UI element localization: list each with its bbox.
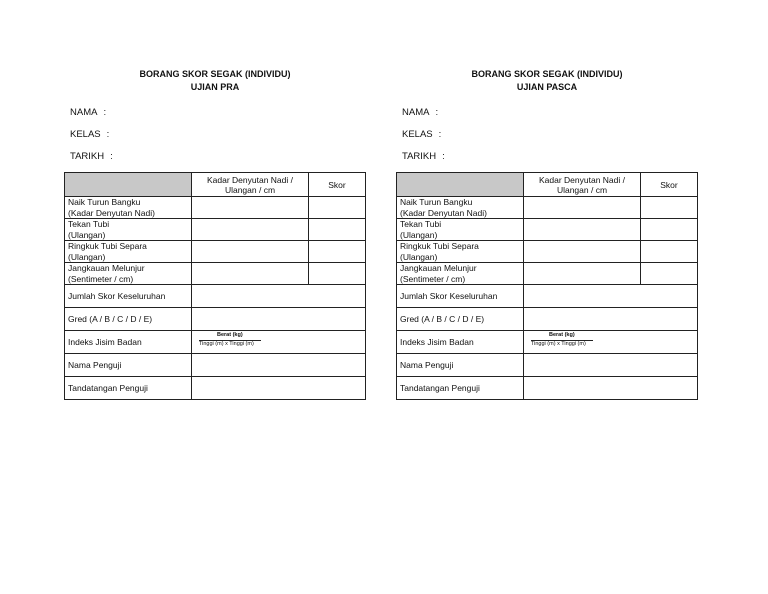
kelas-colon: : [438, 129, 442, 140]
tarikh-field[interactable] [64, 146, 366, 168]
header-blank-cell [65, 173, 192, 197]
form-ujian-pra [64, 68, 366, 400]
nama-penguji-input-cell[interactable] [192, 354, 366, 377]
nama-penguji-row [65, 354, 366, 377]
indeks-row [65, 331, 366, 354]
item-line1: Tekan Tubi [68, 219, 110, 229]
kelas-field[interactable] [396, 124, 698, 146]
skor-input-cell[interactable] [641, 241, 698, 263]
tarikh-colon: : [442, 151, 445, 162]
gred-label: Gred (A / B / C / D / E) [65, 308, 192, 331]
item-line1: Naik Turun Bangku [68, 197, 141, 207]
nama-label: NAMA [70, 107, 98, 118]
kadar-input-cell[interactable] [192, 241, 309, 263]
nama-penguji-label: Nama Penguji [397, 354, 524, 377]
bmi-numerator: Berat (kg) [217, 332, 243, 338]
indeks-input-cell[interactable] [524, 331, 698, 354]
gred-input-cell[interactable] [524, 308, 698, 331]
header-kadar: Kadar Denyutan Nadi / Ulangan / cm [192, 173, 309, 197]
form-title: BORANG SKOR SEGAK (INDIVIDU) [471, 69, 623, 79]
header-skor: Skor [309, 173, 366, 197]
nama-label: NAMA [402, 107, 430, 118]
nama-colon: : [435, 107, 439, 118]
bmi-denominator: Tinggi (m) x Tinggi (m) [199, 341, 254, 347]
item-line2: (Ulangan) [68, 229, 106, 240]
kadar-input-cell[interactable] [192, 219, 309, 241]
table-header-row [65, 173, 366, 197]
kadar-input-cell[interactable] [192, 263, 309, 285]
header-kadar: Kadar Denyutan Nadi / Ulangan / cm [524, 173, 641, 197]
table-row [65, 241, 366, 263]
item-line2: (Ulangan) [400, 229, 438, 240]
nama-colon: : [103, 107, 107, 118]
form-subtitle: UJIAN PASCA [516, 82, 578, 92]
table-row [65, 219, 366, 241]
kelas-label: KELAS [402, 129, 433, 140]
nama-penguji-input-cell[interactable] [524, 354, 698, 377]
item-line1: Ringkuk Tubi Separa [400, 241, 479, 251]
kelas-colon: : [106, 129, 110, 140]
header-skor: Skor [641, 173, 698, 197]
item-line2: (Ulangan) [400, 251, 438, 262]
form-title: BORANG SKOR SEGAK (INDIVIDU) [139, 69, 291, 79]
tarikh-colon: : [110, 151, 113, 162]
item-label [397, 263, 524, 285]
gred-label: Gred (A / B / C / D / E) [397, 308, 524, 331]
bmi-formula [195, 332, 362, 352]
skor-input-cell[interactable] [309, 197, 366, 219]
skor-input-cell[interactable] [641, 197, 698, 219]
nama-field[interactable] [64, 102, 366, 124]
item-label [397, 241, 524, 263]
score-table [64, 172, 366, 400]
indeks-label: Indeks Jisim Badan [65, 331, 192, 354]
item-line2: (Kadar Denyutan Nadi) [400, 207, 487, 218]
tandatangan-row [397, 377, 698, 400]
table-row [65, 197, 366, 219]
table-row [65, 263, 366, 285]
skor-input-cell[interactable] [641, 219, 698, 241]
jumlah-input-cell[interactable] [192, 285, 366, 308]
item-line1: Jangkauan Melunjur [68, 263, 145, 273]
gred-row [65, 308, 366, 331]
nama-penguji-row [397, 354, 698, 377]
item-line2: (Sentimeter / cm) [68, 273, 134, 284]
table-row [397, 263, 698, 285]
form-subtitle: UJIAN PRA [190, 82, 240, 92]
item-label [397, 197, 524, 219]
skor-input-cell[interactable] [309, 263, 366, 285]
tandatangan-row [65, 377, 366, 400]
kadar-input-cell[interactable] [524, 219, 641, 241]
jumlah-input-cell[interactable] [524, 285, 698, 308]
tarikh-label: TARIKH [70, 151, 105, 162]
item-line2: (Ulangan) [68, 251, 106, 262]
kadar-input-cell[interactable] [524, 263, 641, 285]
tarikh-field[interactable] [396, 146, 698, 168]
indeks-label: Indeks Jisim Badan [397, 331, 524, 354]
header-blank-cell [397, 173, 524, 197]
item-line1: Ringkuk Tubi Separa [68, 241, 147, 251]
kadar-input-cell[interactable] [524, 197, 641, 219]
item-label [65, 197, 192, 219]
table-row [397, 241, 698, 263]
kadar-input-cell[interactable] [524, 241, 641, 263]
gred-input-cell[interactable] [192, 308, 366, 331]
item-line2: (Kadar Denyutan Nadi) [68, 207, 155, 218]
kelas-field[interactable] [64, 124, 366, 146]
bmi-numerator: Berat (kg) [549, 332, 575, 338]
gred-row [397, 308, 698, 331]
table-row [397, 197, 698, 219]
item-line1: Tekan Tubi [400, 219, 442, 229]
bmi-denominator: Tinggi (m) x Tinggi (m) [531, 341, 586, 347]
nama-field[interactable] [396, 102, 698, 124]
skor-input-cell[interactable] [641, 263, 698, 285]
jumlah-row [65, 285, 366, 308]
nama-penguji-label: Nama Penguji [65, 354, 192, 377]
tandatangan-label: Tandatangan Penguji [65, 377, 192, 400]
form-fields [396, 102, 698, 168]
jumlah-label: Jumlah Skor Keseluruhan [397, 285, 524, 308]
kelas-label: KELAS [70, 129, 101, 140]
score-table [396, 172, 698, 400]
item-line1: Naik Turun Bangku [400, 197, 473, 207]
item-line2: (Sentimeter / cm) [400, 273, 466, 284]
kadar-input-cell[interactable] [192, 197, 309, 219]
tandatangan-label: Tandatangan Penguji [397, 377, 524, 400]
item-line1: Jangkauan Melunjur [400, 263, 477, 273]
item-label [65, 219, 192, 241]
jumlah-row [397, 285, 698, 308]
form-fields [64, 102, 366, 168]
item-label [397, 219, 524, 241]
tandatangan-input-cell[interactable] [524, 377, 698, 400]
bmi-formula [527, 332, 694, 352]
item-label [65, 241, 192, 263]
item-label [65, 263, 192, 285]
indeks-input-cell[interactable] [192, 331, 366, 354]
form-ujian-pasca [396, 68, 698, 400]
skor-input-cell[interactable] [309, 219, 366, 241]
tandatangan-input-cell[interactable] [192, 377, 366, 400]
skor-input-cell[interactable] [309, 241, 366, 263]
tarikh-label: TARIKH [402, 151, 437, 162]
table-row [397, 219, 698, 241]
indeks-row [397, 331, 698, 354]
jumlah-label: Jumlah Skor Keseluruhan [65, 285, 192, 308]
table-header-row [397, 173, 698, 197]
